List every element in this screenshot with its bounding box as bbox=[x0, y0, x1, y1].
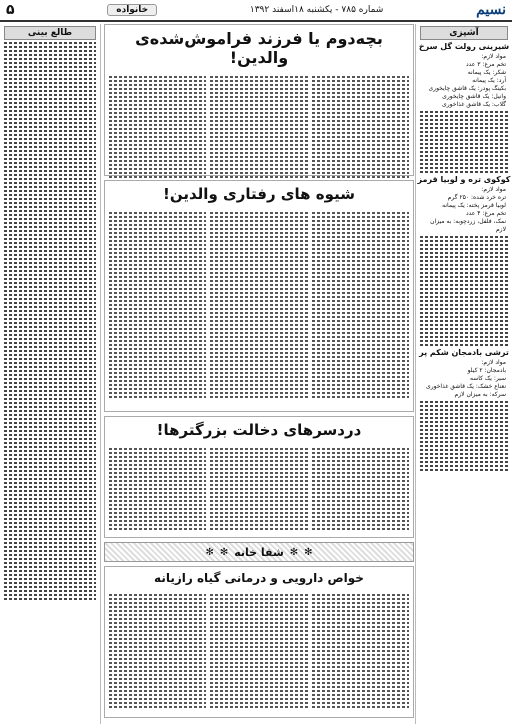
page-header bbox=[0, 0, 512, 22]
article-title: دردسرهای دخالت بزرگترها! bbox=[156, 421, 362, 439]
list-item: بکینگ پودر: یک قاشق چایخوری bbox=[428, 85, 506, 92]
list-item: تره خرد شده: ۲۵۰ گرم bbox=[447, 194, 506, 201]
recipe1-ingredients bbox=[416, 53, 512, 109]
list-item: تخم مرغ: ۴ عدد bbox=[465, 210, 506, 217]
article-body bbox=[105, 71, 413, 183]
article-title: خواص دارویی و درمانی گیاه رازیانه bbox=[154, 571, 364, 585]
recipe3-ingredients bbox=[416, 359, 512, 399]
recipe3-text bbox=[420, 401, 508, 471]
newspaper-logo: نسیم bbox=[476, 2, 506, 18]
star-icon: ✻ bbox=[289, 546, 299, 558]
recipe2-text bbox=[420, 236, 508, 346]
list-item: گلاب: یک قاشق غذاخوری bbox=[442, 101, 506, 108]
health-section-banner bbox=[104, 542, 414, 562]
right-sidebar bbox=[415, 24, 512, 724]
recipe2-ingredients bbox=[416, 186, 512, 234]
article-title: بچه‌دوم یا فرزند فراموش‌شده‌ی والدین! bbox=[135, 29, 383, 67]
page-number: ۵ bbox=[6, 2, 15, 18]
list-item: مواد لازم: bbox=[481, 186, 506, 193]
list-item: سیر: یک کاسه bbox=[470, 375, 506, 382]
main-articles bbox=[104, 24, 414, 724]
recipe2-title: کوکوی تره و لوبیا قرمز bbox=[417, 175, 511, 184]
article-second-child bbox=[104, 24, 414, 176]
horoscope-text bbox=[4, 42, 96, 600]
list-item: مواد لازم: bbox=[481, 359, 506, 366]
article-body bbox=[105, 443, 413, 535]
list-item: سرکه: به میزان لازم bbox=[454, 391, 506, 398]
star-icon: ✻ bbox=[219, 546, 229, 558]
article-body bbox=[105, 589, 413, 713]
article-parenting bbox=[104, 180, 414, 412]
article-body bbox=[105, 207, 413, 403]
list-item: تخم مرغ: ۳ عدد bbox=[465, 61, 506, 68]
list-item: نعناع خشک: یک قاشق غذاخوری bbox=[426, 383, 506, 390]
star-icon: ✻ bbox=[205, 546, 214, 558]
section-label: خانواده bbox=[107, 4, 157, 16]
article-title: شیوه‌ های رفتاری والدین! bbox=[163, 185, 355, 203]
recipe1-text bbox=[420, 111, 508, 173]
horoscope-box-title: طالع بینی bbox=[4, 26, 96, 40]
banner-label: شفا خانه bbox=[234, 545, 284, 559]
list-item: آرد: یک پیمانه bbox=[472, 77, 506, 84]
list-item: شکر: یک پیمانه bbox=[467, 69, 506, 76]
list-item: وانیل: یک قاشق چایخوری bbox=[442, 93, 506, 100]
list-item: نمک، فلفل، زردچوبه: به میزان لازم bbox=[430, 218, 506, 233]
cooking-box-title: آشپزی bbox=[420, 26, 508, 40]
list-item: مواد لازم: bbox=[481, 53, 506, 60]
list-item: بادمجان: ۲ کیلو bbox=[467, 367, 506, 374]
issue-info: شماره ۷۸۵ - یکشنبه ۱۸اسفند ۱۳۹۲ bbox=[249, 5, 384, 15]
list-item: لوبیا قرمز پخته: یک پیمانه bbox=[442, 202, 506, 209]
recipe3-title: ترشی بادمجان شکم پر bbox=[419, 348, 509, 357]
left-sidebar bbox=[0, 24, 101, 724]
recipe1-title: شیرینی رولت گل سرخ bbox=[418, 42, 510, 51]
article-fennel bbox=[104, 566, 414, 718]
star-icon: ✻ bbox=[304, 546, 313, 558]
article-elders bbox=[104, 416, 414, 538]
